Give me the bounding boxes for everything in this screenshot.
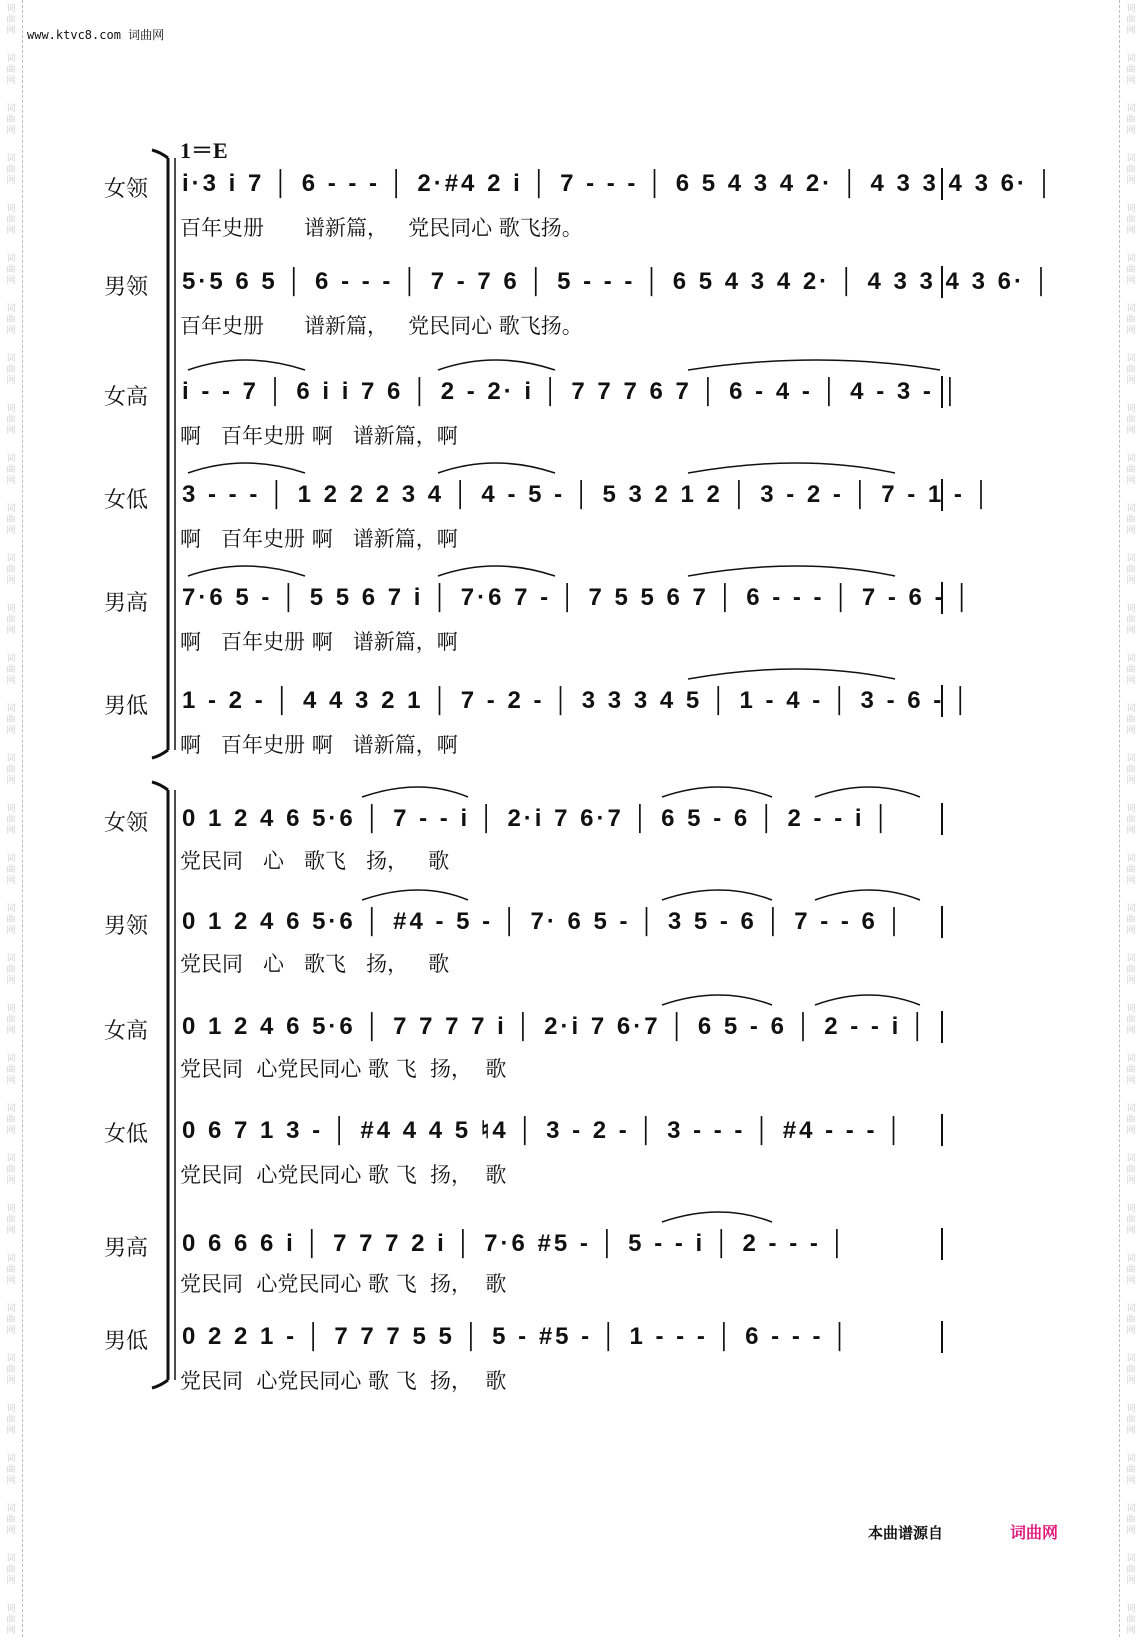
watermark-glyph: 词 bbox=[1126, 304, 1136, 314]
watermark-glyph: 曲 bbox=[6, 515, 16, 525]
watermark-glyph: 网 bbox=[1126, 876, 1136, 886]
notation-line: 0 2 2 1 - │ 7 7 7 5 5 │ 5 - #5 - │ 1 - - - │ 6 - - - │ bbox=[182, 1323, 852, 1350]
watermark-glyph: 曲 bbox=[1126, 265, 1136, 275]
notation-line: 5·5 6 5 │ 6 - - - │ 7 - 7 6 │ 5 - - - │ 6 5 4 3 4 2· │ 4 3 3 4 3 6· │ bbox=[182, 268, 1053, 295]
slur bbox=[438, 360, 555, 370]
watermark-glyph: 词 bbox=[6, 1354, 16, 1364]
watermark-glyph: 词 bbox=[1126, 1054, 1136, 1064]
voice-label: 女高 bbox=[104, 1019, 149, 1044]
watermark-glyph: 网 bbox=[6, 376, 16, 386]
watermark-glyph: 词 bbox=[6, 4, 16, 14]
watermark-glyph: 词 bbox=[6, 1304, 16, 1314]
watermark-glyph: 曲 bbox=[6, 815, 16, 825]
watermark-glyph: 词 bbox=[1126, 104, 1136, 114]
watermark-glyph: 网 bbox=[1126, 126, 1136, 136]
watermark-glyph: 网 bbox=[6, 826, 16, 836]
watermark-glyph: 词 bbox=[6, 904, 16, 914]
watermark-glyph: 网 bbox=[6, 76, 16, 86]
notation-line: 1 - 2 - │ 4 4 3 2 1 │ 7 - 2 - │ 3 3 3 4 5 │ 1 - 4 - │ 3 - 6 - │ bbox=[182, 687, 972, 714]
watermark-glyph: 曲 bbox=[6, 115, 16, 125]
watermark-glyph: 词 bbox=[6, 554, 16, 564]
watermark-glyph: 曲 bbox=[6, 865, 16, 875]
watermark-glyph: 曲 bbox=[6, 15, 16, 25]
watermark-glyph: 词 bbox=[6, 1054, 16, 1064]
notation-line: 0 1 2 4 6 5·6 │ 7 7 7 7 i │ 2·i 7 6·7 │ 6 5 - 6 │ 2 - - i │ bbox=[182, 1013, 929, 1040]
watermark-glyph: 网 bbox=[1126, 1226, 1136, 1236]
lyric-line: 百年史册 谱新篇， 党民同心 歌飞扬。 bbox=[180, 216, 583, 240]
watermark-glyph: 词 bbox=[1126, 704, 1136, 714]
watermark-glyph: 词 bbox=[1126, 604, 1136, 614]
watermark-glyph: 网 bbox=[6, 1376, 16, 1386]
watermark-glyph: 词 bbox=[6, 454, 16, 464]
watermark-glyph: 网 bbox=[6, 1226, 16, 1236]
system-bracket bbox=[152, 150, 168, 758]
watermark-glyph: 网 bbox=[6, 26, 16, 36]
watermark-glyph: 曲 bbox=[6, 1215, 16, 1225]
footer-brand-link[interactable]: 词曲网 bbox=[1010, 1523, 1059, 1542]
watermark-glyph: 曲 bbox=[1126, 15, 1136, 25]
watermark-glyph: 网 bbox=[1126, 776, 1136, 786]
watermark-glyph: 词 bbox=[1126, 154, 1136, 164]
watermark-glyph: 网 bbox=[6, 1276, 16, 1286]
watermark-glyph: 网 bbox=[6, 1626, 16, 1636]
watermark-glyph: 词 bbox=[6, 754, 16, 764]
lyric-line: 党民同 心 歌飞 扬， 歌 bbox=[180, 849, 450, 873]
notation-line: 3 - - - │ 1 2 2 2 3 4 │ 4 - 5 - │ 5 3 2 1 2 │ 3 - 2 - │ 7 - 1 - │ bbox=[182, 481, 993, 508]
watermark-glyph: 曲 bbox=[1126, 865, 1136, 875]
voice-label: 女领 bbox=[104, 811, 149, 836]
watermark-glyph: 网 bbox=[6, 126, 16, 136]
watermark-glyph: 网 bbox=[6, 576, 16, 586]
slur bbox=[688, 566, 895, 576]
watermark-glyph: 曲 bbox=[6, 1015, 16, 1025]
watermark-glyph: 词 bbox=[1126, 954, 1136, 964]
watermark-glyph: 曲 bbox=[1126, 465, 1136, 475]
slur bbox=[688, 669, 895, 679]
watermark-glyph: 网 bbox=[1126, 626, 1136, 636]
watermark-glyph: 词 bbox=[6, 154, 16, 164]
key-signature: 1＝E bbox=[180, 138, 228, 163]
watermark-glyph: 词 bbox=[1126, 1204, 1136, 1214]
watermark-glyph: 曲 bbox=[1126, 515, 1136, 525]
watermark-glyph: 网 bbox=[6, 226, 16, 236]
watermark-glyph: 网 bbox=[6, 1326, 16, 1336]
watermark-glyph: 词 bbox=[6, 1404, 16, 1414]
lyric-line: 百年史册 谱新篇， 党民同心 歌飞扬。 bbox=[180, 314, 583, 338]
watermark-glyph: 曲 bbox=[1126, 1615, 1136, 1625]
watermark-glyph: 网 bbox=[6, 1076, 16, 1086]
watermark-glyph: 词 bbox=[6, 304, 16, 314]
slur bbox=[438, 566, 555, 576]
voice-label: 女低 bbox=[104, 1122, 149, 1147]
watermark-glyph: 曲 bbox=[6, 465, 16, 475]
watermark-glyph: 词 bbox=[6, 1104, 16, 1114]
watermark-glyph: 网 bbox=[6, 1576, 16, 1586]
notation-line: 0 6 7 1 3 - │ #4 4 4 5 ♮4 │ 3 - 2 - │ 3 - - - │ #4 - - - │ bbox=[182, 1117, 906, 1144]
watermark-glyph: 词 bbox=[1126, 504, 1136, 514]
watermark-glyph: 词 bbox=[6, 254, 16, 264]
watermark-glyph: 网 bbox=[1126, 176, 1136, 186]
watermark-glyph: 网 bbox=[1126, 1276, 1136, 1286]
watermark-glyph: 曲 bbox=[6, 1365, 16, 1375]
watermark-glyph: 网 bbox=[6, 776, 16, 786]
watermark-glyph: 网 bbox=[1126, 926, 1136, 936]
watermark-glyph: 曲 bbox=[1126, 1165, 1136, 1175]
watermark-glyph: 网 bbox=[6, 526, 16, 536]
watermark-glyph: 曲 bbox=[6, 1615, 16, 1625]
watermark-glyph: 曲 bbox=[1126, 565, 1136, 575]
watermark-glyph: 网 bbox=[1126, 1026, 1136, 1036]
watermark-glyph: 曲 bbox=[1126, 1515, 1136, 1525]
slur bbox=[815, 890, 920, 900]
watermark-glyph: 曲 bbox=[6, 265, 16, 275]
voice-label: 男领 bbox=[104, 275, 149, 300]
watermark-glyph: 曲 bbox=[1126, 615, 1136, 625]
watermark-glyph: 曲 bbox=[6, 1065, 16, 1075]
voice-label: 男低 bbox=[104, 694, 149, 719]
watermark-glyph: 网 bbox=[1126, 1576, 1136, 1586]
watermark-glyph: 网 bbox=[6, 1426, 16, 1436]
watermark-glyph: 网 bbox=[6, 476, 16, 486]
site-header: www.ktvc8.com 词曲网 bbox=[27, 28, 165, 42]
watermark-glyph: 曲 bbox=[1126, 165, 1136, 175]
system-bracket bbox=[152, 782, 168, 1388]
watermark-glyph: 曲 bbox=[6, 615, 16, 625]
watermark-glyph: 词 bbox=[1126, 1104, 1136, 1114]
notation-line: 0 1 2 4 6 5·6 │ 7 - - i │ 2·i 7 6·7 │ 6 5 - 6 │ 2 - - i │ bbox=[182, 805, 893, 832]
watermark-glyph: 网 bbox=[1126, 976, 1136, 986]
watermark-glyph: 曲 bbox=[1126, 65, 1136, 75]
watermark-glyph: 词 bbox=[6, 704, 16, 714]
watermark-glyph: 曲 bbox=[6, 965, 16, 975]
watermark-glyph: 曲 bbox=[6, 1265, 16, 1275]
watermark-glyph: 网 bbox=[1126, 376, 1136, 386]
slur bbox=[188, 360, 305, 370]
watermark-glyph: 词 bbox=[6, 1154, 16, 1164]
watermark-glyph: 曲 bbox=[6, 215, 16, 225]
watermark-glyph: 网 bbox=[1126, 526, 1136, 536]
watermark-glyph: 曲 bbox=[1126, 365, 1136, 375]
watermark-glyph: 网 bbox=[1126, 576, 1136, 586]
watermark-glyph: 曲 bbox=[1126, 415, 1136, 425]
watermark-glyph: 网 bbox=[1126, 726, 1136, 736]
watermark-glyph: 网 bbox=[6, 176, 16, 186]
watermark-glyph: 网 bbox=[6, 876, 16, 886]
slur bbox=[815, 787, 920, 797]
watermark-glyph: 词 bbox=[1126, 1004, 1136, 1014]
notation-line: 0 1 2 4 6 5·6 │ #4 - 5 - │ 7· 6 5 - │ 3 5 - 6 │ 7 - - 6 │ bbox=[182, 908, 906, 935]
voice-label: 女领 bbox=[104, 177, 149, 202]
slur bbox=[188, 566, 305, 576]
watermark-glyph: 网 bbox=[6, 276, 16, 286]
slur bbox=[362, 787, 468, 797]
voice-label: 男高 bbox=[104, 1236, 149, 1261]
watermark-glyph: 网 bbox=[6, 1126, 16, 1136]
watermark-glyph: 词 bbox=[6, 504, 16, 514]
slur bbox=[438, 463, 555, 473]
watermark-glyph: 词 bbox=[6, 1504, 16, 1514]
watermark-glyph: 词 bbox=[6, 1254, 16, 1264]
watermark-glyph: 曲 bbox=[6, 165, 16, 175]
watermark-glyph: 曲 bbox=[6, 1315, 16, 1325]
watermark-glyph: 网 bbox=[1126, 1176, 1136, 1186]
watermark-glyph: 词 bbox=[1126, 804, 1136, 814]
watermark-glyph: 网 bbox=[1126, 1476, 1136, 1486]
watermark-glyph: 曲 bbox=[1126, 1465, 1136, 1475]
watermark-glyph: 词 bbox=[6, 854, 16, 864]
watermark-glyph: 曲 bbox=[6, 365, 16, 375]
watermark-glyph: 网 bbox=[1126, 676, 1136, 686]
watermark-glyph: 曲 bbox=[1126, 915, 1136, 925]
watermark-glyph: 词 bbox=[1126, 4, 1136, 14]
watermark-glyph: 曲 bbox=[1126, 1215, 1136, 1225]
lyric-line: 啊 百年史册 啊 谱新篇，啊 bbox=[180, 733, 458, 757]
watermark-glyph: 网 bbox=[1126, 826, 1136, 836]
lyric-line: 啊 百年史册 啊 谱新篇，啊 bbox=[180, 527, 458, 551]
watermark-glyph: 词 bbox=[6, 654, 16, 664]
notation-line: i - - 7 │ 6 i i 7 6 │ 2 - 2· i │ 7 7 7 6 7 │ 6 - 4 - │ 4 - 3 - │ bbox=[182, 378, 962, 405]
watermark-glyph: 网 bbox=[1126, 1126, 1136, 1136]
watermark-glyph: 网 bbox=[6, 1476, 16, 1486]
watermark-glyph: 词 bbox=[1126, 654, 1136, 664]
lyric-line: 啊 百年史册 啊 谱新篇，啊 bbox=[180, 424, 458, 448]
watermark-glyph: 网 bbox=[1126, 276, 1136, 286]
watermark-glyph: 词 bbox=[1126, 204, 1136, 214]
voice-label: 女高 bbox=[104, 385, 149, 410]
watermark-glyph: 曲 bbox=[1126, 765, 1136, 775]
watermark-glyph: 网 bbox=[6, 326, 16, 336]
lyric-line: 啊 百年史册 啊 谱新篇，啊 bbox=[180, 630, 458, 654]
watermark-glyph: 曲 bbox=[6, 1515, 16, 1525]
watermark-glyph: 曲 bbox=[1126, 665, 1136, 675]
watermark-glyph: 词 bbox=[1126, 54, 1136, 64]
voice-label: 男低 bbox=[104, 1329, 149, 1354]
watermark-glyph: 网 bbox=[1126, 1626, 1136, 1636]
watermark-glyph: 网 bbox=[1126, 76, 1136, 86]
watermark-glyph: 曲 bbox=[1126, 1365, 1136, 1375]
watermark-glyph: 曲 bbox=[6, 1465, 16, 1475]
watermark-glyph: 词 bbox=[1126, 754, 1136, 764]
watermark-glyph: 词 bbox=[1126, 1404, 1136, 1414]
notation-line: 0 6 6 6 i │ 7 7 7 2 i │ 7·6 #5 - │ 5 - - i │ 2 - - - │ bbox=[182, 1230, 849, 1257]
watermark-glyph: 网 bbox=[6, 976, 16, 986]
watermark-glyph: 曲 bbox=[6, 415, 16, 425]
watermark-glyph: 词 bbox=[1126, 1154, 1136, 1164]
slur bbox=[688, 360, 940, 370]
watermark-glyph: 词 bbox=[6, 1554, 16, 1564]
watermark-glyph: 词 bbox=[6, 604, 16, 614]
watermark-glyph: 网 bbox=[1126, 1076, 1136, 1086]
watermark-glyph: 曲 bbox=[1126, 315, 1136, 325]
watermark-glyph: 网 bbox=[1126, 1526, 1136, 1536]
slur bbox=[662, 1212, 772, 1222]
notation-line: i·3 i 7 │ 6 - - - │ 2·#4 2 i │ 7 - - - │ 6 5 4 3 4 2· │ 4 3 3 4 3 6· │ bbox=[182, 170, 1056, 197]
watermark-glyph: 曲 bbox=[1126, 815, 1136, 825]
lyric-line: 党民同 心党民同心 歌 飞 扬， 歌 bbox=[180, 1057, 507, 1081]
watermark-glyph: 词 bbox=[6, 1204, 16, 1214]
watermark-glyph: 词 bbox=[1126, 904, 1136, 914]
watermark-glyph: 曲 bbox=[1126, 215, 1136, 225]
voice-label: 男领 bbox=[104, 914, 149, 939]
watermark-glyph: 曲 bbox=[1126, 965, 1136, 975]
slur bbox=[662, 890, 772, 900]
watermark-glyph: 词 bbox=[6, 404, 16, 414]
watermark-glyph: 网 bbox=[1126, 476, 1136, 486]
watermark-glyph: 曲 bbox=[6, 1565, 16, 1575]
footer-source-label: 本曲谱源自 bbox=[868, 1524, 944, 1542]
watermark-glyph: 曲 bbox=[1126, 715, 1136, 725]
watermark-glyph: 网 bbox=[6, 626, 16, 636]
notation-line: 7·6 5 - │ 5 5 6 7 i │ 7·6 7 - │ 7 5 5 6 7 │ 6 - - - │ 7 - 6 - │ bbox=[182, 584, 974, 611]
watermark-glyph: 网 bbox=[1126, 1326, 1136, 1336]
slur bbox=[662, 995, 772, 1005]
watermark-glyph: 词 bbox=[1126, 1604, 1136, 1614]
watermark-glyph: 词 bbox=[6, 354, 16, 364]
watermark-glyph: 网 bbox=[6, 1176, 16, 1186]
watermark-glyph: 曲 bbox=[6, 1415, 16, 1425]
watermark-glyph: 词 bbox=[1126, 254, 1136, 264]
slur bbox=[362, 890, 468, 900]
watermark-glyph: 词 bbox=[6, 954, 16, 964]
watermark-glyph: 词 bbox=[1126, 404, 1136, 414]
watermark-glyph: 网 bbox=[1126, 226, 1136, 236]
watermark-glyph: 词 bbox=[1126, 354, 1136, 364]
watermark-glyph: 曲 bbox=[1126, 1065, 1136, 1075]
lyric-line: 党民同 心党民同心 歌 飞 扬， 歌 bbox=[180, 1272, 507, 1296]
watermark-glyph: 词 bbox=[1126, 1454, 1136, 1464]
slur bbox=[662, 787, 772, 797]
watermark-glyph: 曲 bbox=[6, 715, 16, 725]
watermark-glyph: 词 bbox=[6, 1004, 16, 1014]
watermark-glyph: 词 bbox=[1126, 454, 1136, 464]
lyric-line: 党民同 心党民同心 歌 飞 扬， 歌 bbox=[180, 1163, 507, 1187]
watermark-glyph: 曲 bbox=[6, 765, 16, 775]
watermark-glyph: 网 bbox=[6, 1026, 16, 1036]
watermark-glyph: 词 bbox=[6, 804, 16, 814]
watermark-glyph: 曲 bbox=[6, 915, 16, 925]
watermark-glyph: 曲 bbox=[6, 1165, 16, 1175]
watermark-glyph: 词 bbox=[1126, 1304, 1136, 1314]
watermark-glyph: 网 bbox=[1126, 326, 1136, 336]
watermark-glyph: 曲 bbox=[6, 565, 16, 575]
watermark-glyph: 网 bbox=[6, 1526, 16, 1536]
watermark-glyph: 词 bbox=[1126, 854, 1136, 864]
watermark-glyph: 网 bbox=[1126, 1376, 1136, 1386]
watermark-glyph: 曲 bbox=[6, 315, 16, 325]
watermark-glyph: 词 bbox=[1126, 1504, 1136, 1514]
watermark-glyph: 曲 bbox=[6, 65, 16, 75]
watermark-glyph: 词 bbox=[1126, 1554, 1136, 1564]
watermark-glyph: 词 bbox=[6, 104, 16, 114]
watermark-glyph: 曲 bbox=[1126, 1115, 1136, 1125]
watermark-glyph: 曲 bbox=[1126, 1565, 1136, 1575]
slur bbox=[815, 995, 920, 1005]
watermark-glyph: 曲 bbox=[1126, 1315, 1136, 1325]
watermark-glyph: 网 bbox=[6, 726, 16, 736]
watermark-glyph: 曲 bbox=[1126, 1265, 1136, 1275]
watermark-glyph: 词 bbox=[6, 204, 16, 214]
watermark-glyph: 网 bbox=[1126, 426, 1136, 436]
voice-label: 男高 bbox=[104, 591, 149, 616]
watermark-glyph: 网 bbox=[1126, 26, 1136, 36]
watermark-glyph: 曲 bbox=[1126, 1415, 1136, 1425]
watermark-glyph: 词 bbox=[6, 1604, 16, 1614]
watermark-glyph: 曲 bbox=[6, 1115, 16, 1125]
watermark-glyph: 网 bbox=[6, 926, 16, 936]
voice-label: 女低 bbox=[104, 488, 149, 513]
lyric-line: 党民同 心 歌飞 扬， 歌 bbox=[180, 952, 450, 976]
watermark-glyph: 网 bbox=[1126, 1426, 1136, 1436]
slur bbox=[188, 463, 305, 473]
watermark-glyph: 曲 bbox=[1126, 1015, 1136, 1025]
watermark-glyph: 词 bbox=[6, 1454, 16, 1464]
lyric-line: 党民同 心党民同心 歌 飞 扬， 歌 bbox=[180, 1369, 507, 1393]
watermark-glyph: 词 bbox=[1126, 554, 1136, 564]
watermark-glyph: 词 bbox=[1126, 1254, 1136, 1264]
watermark-glyph: 词 bbox=[1126, 1354, 1136, 1364]
slur bbox=[688, 463, 895, 473]
watermark-glyph: 曲 bbox=[6, 665, 16, 675]
watermark-glyph: 词 bbox=[6, 54, 16, 64]
watermark-glyph: 网 bbox=[6, 676, 16, 686]
watermark-glyph: 网 bbox=[6, 426, 16, 436]
watermark-glyph: 曲 bbox=[1126, 115, 1136, 125]
